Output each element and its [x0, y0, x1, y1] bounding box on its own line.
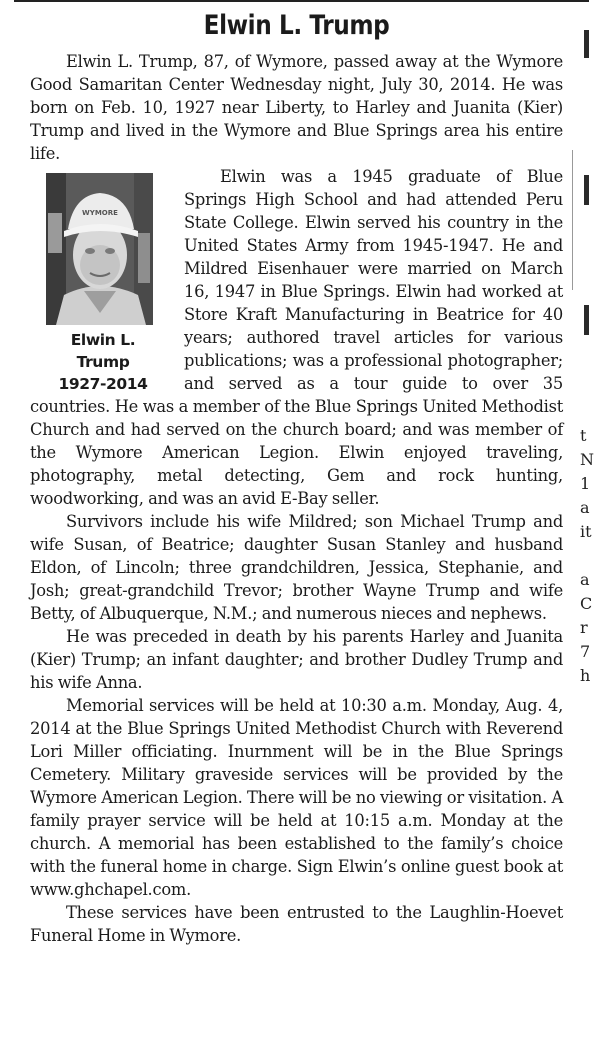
caption-years: 1927-2014 — [58, 375, 148, 393]
adjacent-bar-mid-2 — [584, 305, 589, 335]
caption-name-last: Trump — [76, 353, 130, 371]
adjacent-fragment: t — [580, 426, 587, 445]
adjacent-fragment: 7 — [580, 642, 591, 661]
svg-text:WYMORE: WYMORE — [82, 209, 118, 217]
adjacent-fragment: 1 — [580, 474, 591, 493]
obituary-paragraph-survivors: Survivors include his wife Mildred; son Michael Trump and wife Susan, of Beatrice; daughter Susan Stanley and husband Eldon, of Lincoln; three grandchildren, Jessica, Stephanie, and Josh; great-grandchild Trevor; brother Wayne Trump and wife Betty, of Albuquerque, N.M.; and numerous nieces and nephews. — [30, 512, 563, 623]
obituary-title: Elwin L. Trump — [203, 10, 390, 41]
obituary-paragraph-intro: Elwin L. Trump, 87, of Wymore, passed away at the Wymore Good Samaritan Center Wednesday night, July 30, 2014. He was born on Feb. 10, 1927 near Liberty, to Harley and Juanita (Kier) Trump and lived in the Wymore and Blue Springs area his entire life. — [30, 52, 563, 163]
cap-lettering — [82, 209, 118, 217]
adjacent-bar-top — [584, 30, 589, 58]
page-top-rule — [14, 0, 589, 2]
obituary-paragraph-life: Elwin was a 1945 graduate of Blue Springs High School and had attended Peru State College. Elwin served his country in the United States Army from 1945-1947. He and Mildred Eisenhauer were married on March 16, 1947 in Blue Springs. Elwin had worked at Store Kraft Manufacturing in Beatrice for 40 years; authored travel articles for various publications; was a professional photographer; and served as a tour guide to over 35 countries. He was a member of the Blue Springs United Methodist Church and had served on the church board; and was member of the Wymore American Legion. Elwin enjoyed traveling, photography, metal detecting, Gem and rock hunting, woodworking, and was an avid E-Bay seller. — [30, 167, 563, 508]
adjacent-column-edge — [576, 0, 594, 1055]
adjacent-fragment: N — [580, 450, 594, 469]
obituary-paragraph-preceded: He was preceded in death by his parents Harley and Juanita (Kier) Trump; an infant daughter; and brother Dudley Trump and his wife Anna. — [30, 627, 563, 692]
photo-block — [30, 173, 176, 395]
adjacent-fragment: a — [580, 570, 590, 589]
adjacent-fragment: it — [580, 522, 592, 541]
obituary-paragraph-funeral-home: These services have been entrusted to the Laughlin-Hoevet Funeral Home in Wymore. — [30, 903, 563, 945]
adjacent-fragment: h — [580, 666, 591, 685]
column-gutter-rule — [572, 150, 573, 290]
adjacent-fragment: C — [580, 594, 593, 613]
adjacent-bar-mid-1 — [584, 175, 589, 205]
photo-caption — [30, 329, 176, 395]
adjacent-fragment: r — [580, 618, 588, 637]
portrait-photo — [46, 173, 153, 325]
portrait-photo-illustration — [46, 173, 153, 325]
obituary-paragraph-services: Memorial services will be held at 10:30 a.m. Monday, Aug. 4, 2014 at the Blue Springs United Methodist Church with Reverend Lori Miller officiating. Inurnment will be in the Blue Springs Cemetery. Military graveside services will be provided by the Wymore American Legion. There will be no viewing or visitation. A family prayer service will be held at 10:15 a.m. Monday at the church. A memorial has been established to the family’s choice with the funeral home in charge. Sign Elwin’s online guest book at www.ghchapel.com. — [30, 696, 563, 899]
adjacent-fragment: a — [580, 498, 590, 517]
caption-name-first: Elwin L. — [70, 331, 136, 349]
obituary-column — [30, 8, 563, 947]
